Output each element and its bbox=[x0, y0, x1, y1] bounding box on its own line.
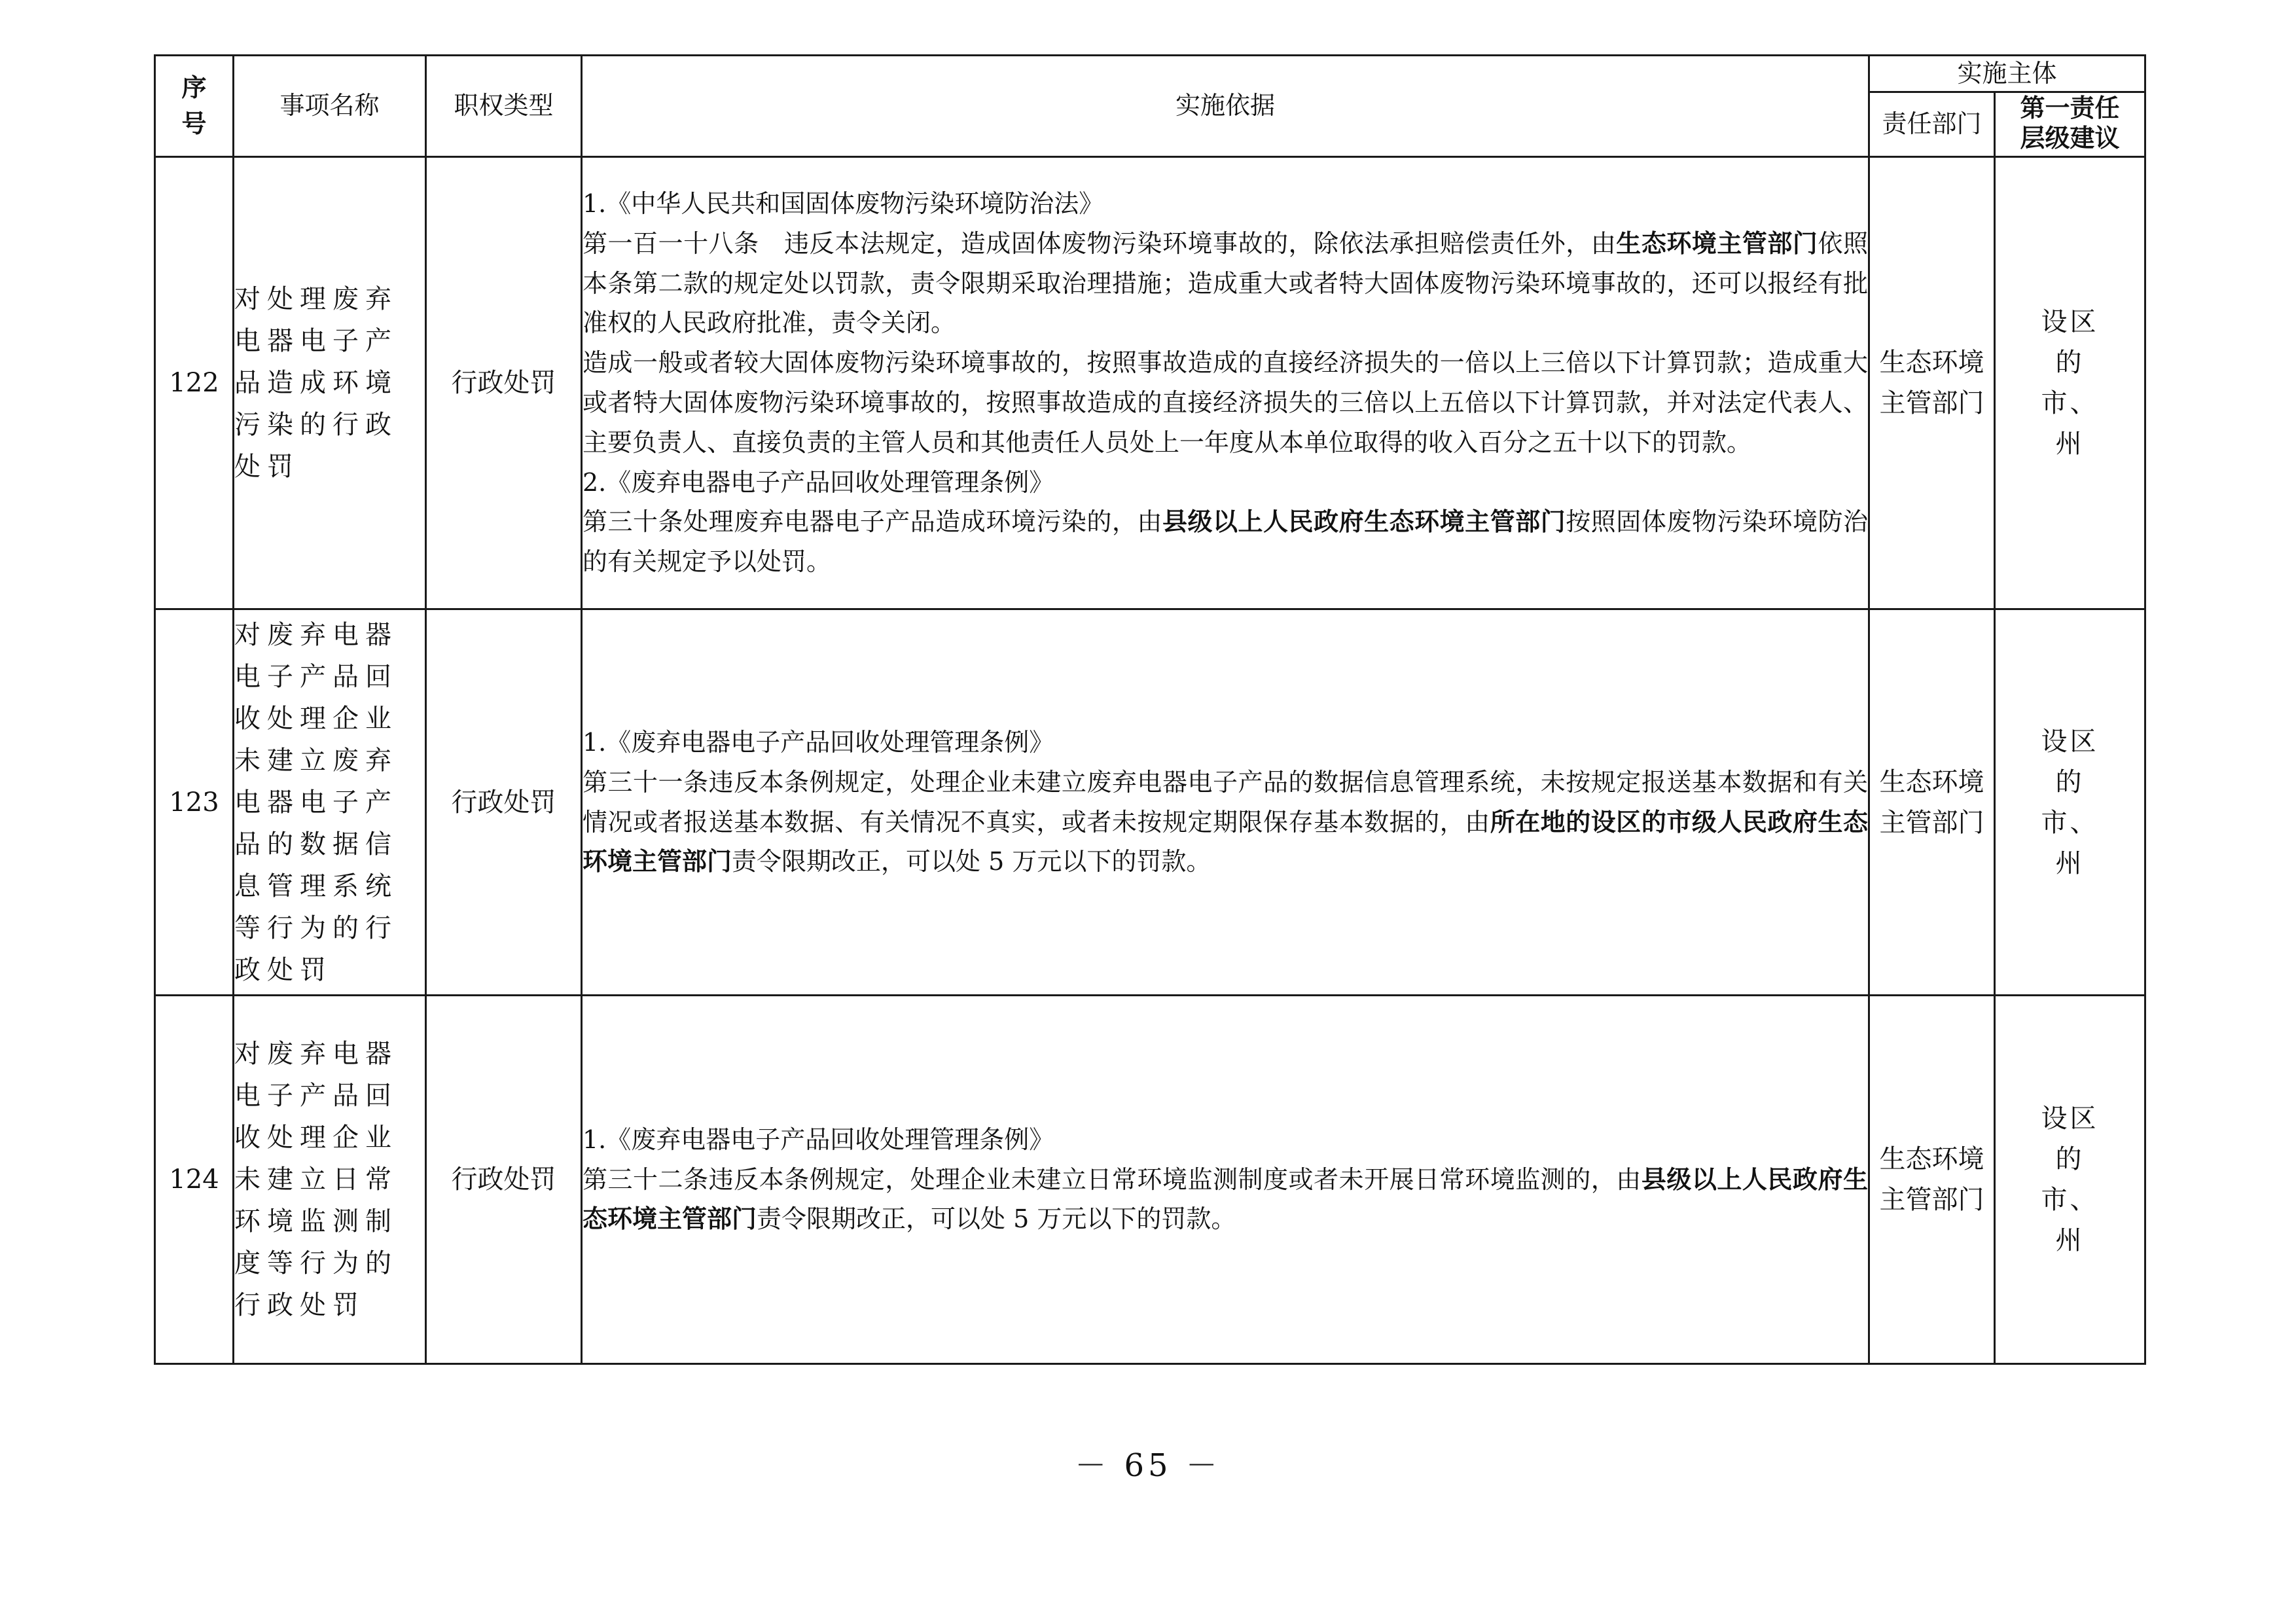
basis-text: 第三十一条违反本条例规定，处理企业未建立废弃电器电子产品的数据信息管理系统，未按规定报送基本数据和有关情况或者报送基本数据、有关情况不真实，或者未按规定期限保存基本数据的，由 bbox=[583, 767, 1868, 837]
basis-text: 责令限期改正，可以处 5 万元以下的罚款。 bbox=[732, 847, 1211, 876]
basis-paragraph bbox=[583, 184, 1868, 224]
row-dept bbox=[1869, 609, 1995, 996]
powers-table bbox=[154, 54, 2146, 1365]
header-item-name: 事项名称 bbox=[234, 56, 426, 157]
row-level-label: 设区的市、州 bbox=[2041, 1104, 2099, 1255]
row-item-name: 对废弃电器电子产品回收处理企业未建立废弃电器电子产品的数据信息管理系统等行为的行政处罚 bbox=[234, 609, 426, 996]
basis-text: 2.《废弃电器电子产品回收处理管理条例》 bbox=[583, 467, 1054, 497]
basis-text: 1.《废弃电器电子产品回收处理管理条例》 bbox=[583, 727, 1054, 757]
basis-authority-emphasis: 生态环境主管部门 bbox=[1616, 228, 1818, 258]
basis-text: 第三十条处理废弃电器电子产品造成环境污染的，由 bbox=[583, 507, 1162, 537]
row-basis bbox=[582, 157, 1869, 609]
row-basis bbox=[582, 996, 1869, 1364]
row-dept bbox=[1869, 996, 1995, 1364]
row-dept-label: 生态环境主管部门 bbox=[1879, 1144, 1984, 1215]
header-level: 第一责任层级建议 bbox=[1995, 92, 2145, 157]
header-dept: 责任部门 bbox=[1869, 92, 1995, 157]
row-dept-label: 生态环境主管部门 bbox=[1879, 767, 1984, 838]
basis-text: 1.《废弃电器电子产品回收处理管理条例》 bbox=[583, 1125, 1054, 1154]
basis-authority-emphasis: 县级以上人民政府生态环境主管部门 bbox=[583, 1164, 1868, 1234]
header-subject: 实施主体 bbox=[1869, 56, 2145, 92]
basis-authority-emphasis: 县级以上人民政府生态环境主管部门 bbox=[1162, 507, 1566, 537]
basis-paragraph bbox=[583, 723, 1868, 763]
header-seq: 序号 bbox=[155, 56, 234, 157]
row-basis bbox=[582, 609, 1869, 996]
row-seq: 123 bbox=[155, 609, 234, 996]
row-seq: 124 bbox=[155, 996, 234, 1364]
row-dept-label: 生态环境主管部门 bbox=[1879, 348, 1984, 418]
basis-paragraph bbox=[583, 502, 1868, 582]
table-row bbox=[155, 609, 2145, 996]
row-level-label: 设区的市、州 bbox=[2041, 726, 2099, 878]
basis-text: 1.《中华人民共和国固体废物污染环境防治法》 bbox=[583, 189, 1104, 219]
row-item-name: 对废弃电器电子产品回收处理企业未建立日常环境监测制度等行为的行政处罚 bbox=[234, 996, 426, 1364]
basis-text: 第一百一十八条 违反本法规定，造成固体废物污染环境事故的，除依法承担赔偿责任外，由 bbox=[583, 228, 1617, 258]
table-row bbox=[155, 996, 2145, 1364]
basis-text: 按照固体废物污染环境防治的有关规定予以处罚。 bbox=[583, 507, 1868, 577]
basis-text: 造成一般或者较大固体废物污染环境事故的，按照事故造成的直接经济损失的一倍以上三倍以下计算罚款；造成重大或者特大固体废物污染环境事故的，按照事故造成的直接经济损失的三倍以上五倍以下计算罚款，并对法定代表人、主要负责人、直接负责的主管人员和其他责任人员处上一年度从本单位取得的收入百分之五十以下的罚款。 bbox=[583, 348, 1868, 457]
basis-text: 责令限期改正，可以处 5 万元以下的罚款。 bbox=[757, 1204, 1236, 1234]
basis-paragraph bbox=[583, 463, 1868, 503]
table-body bbox=[155, 157, 2145, 1364]
basis-paragraph bbox=[583, 224, 1868, 343]
basis-paragraph bbox=[583, 1160, 1868, 1240]
basis-paragraph bbox=[583, 1120, 1868, 1160]
row-level bbox=[1995, 996, 2145, 1364]
basis-text: 第三十二条违反本条例规定，处理企业未建立日常环境监测制度或者未开展日常环境监测的，由 bbox=[583, 1164, 1641, 1194]
basis-text: 依照本条第二款的规定处以罚款，责令限期采取治理措施；造成重大或者特大固体废物污染环境事故的，还可以报经有批准权的人民政府批准，责令关闭。 bbox=[583, 228, 1868, 338]
row-dept bbox=[1869, 157, 1995, 609]
basis-authority-emphasis: 所在地的设区的市级人民政府生态环境主管部门 bbox=[583, 807, 1868, 876]
row-power-type: 行政处罚 bbox=[426, 157, 582, 609]
table-row bbox=[155, 157, 2145, 609]
row-item-name: 对处理废弃电器电子产品造成环境污染的行政处罚 bbox=[234, 157, 426, 609]
header-power-type: 职权类型 bbox=[426, 56, 582, 157]
row-power-type: 行政处罚 bbox=[426, 609, 582, 996]
row-level bbox=[1995, 157, 2145, 609]
row-level-label: 设区的市、州 bbox=[2041, 307, 2099, 459]
basis-paragraph bbox=[583, 763, 1868, 882]
page-number: － 65 － bbox=[1075, 1447, 1221, 1484]
row-level bbox=[1995, 609, 2145, 996]
basis-paragraph bbox=[583, 343, 1868, 462]
row-seq: 122 bbox=[155, 157, 234, 609]
header-basis: 实施依据 bbox=[582, 56, 1869, 157]
row-power-type: 行政处罚 bbox=[426, 996, 582, 1364]
